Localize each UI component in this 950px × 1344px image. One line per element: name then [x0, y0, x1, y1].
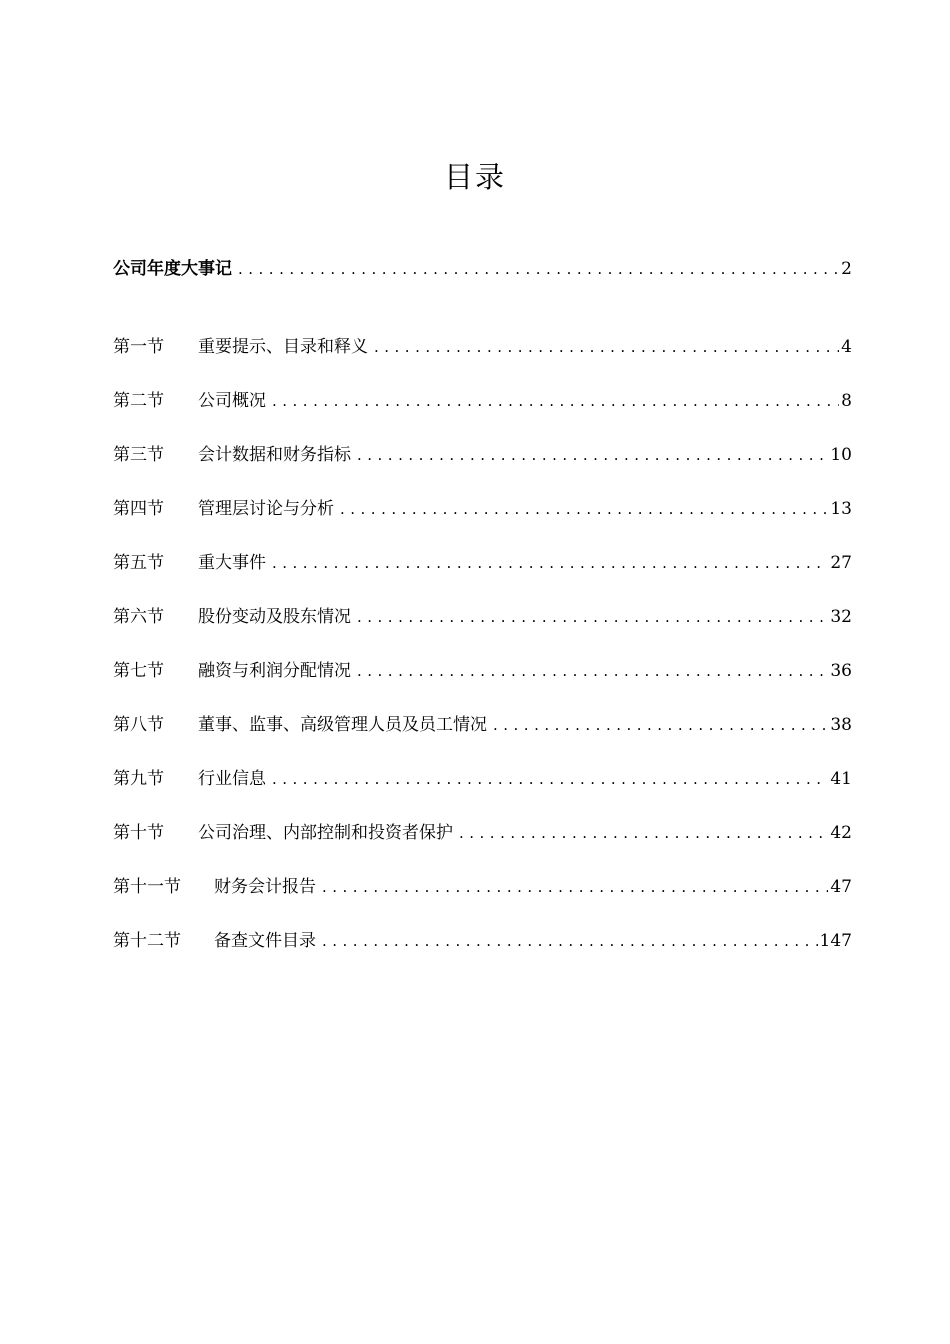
toc-dot-leader — [374, 332, 839, 362]
toc-entry-annual-events[interactable] — [113, 254, 852, 284]
toc-section-number: 第五节 — [113, 553, 164, 573]
toc-entry-title: 股份变动及股东情况 — [198, 607, 351, 627]
toc-entry-title: 公司治理、内部控制和投资者保护 — [198, 823, 453, 843]
toc-dot-leader — [272, 548, 828, 578]
toc-dot-leader — [272, 764, 828, 794]
toc-entry-title: 管理层讨论与分析 — [198, 499, 334, 519]
toc-entry-section-3[interactable] — [113, 416, 852, 470]
page-title: 目录 — [443, 160, 506, 194]
toc-entry-title: 公司年度大事记 — [113, 259, 232, 279]
toc-section-number: 第八节 — [113, 715, 164, 735]
toc-entry-section-11[interactable] — [113, 848, 852, 902]
toc-entry-title: 重要提示、目录和释义 — [198, 337, 368, 357]
table-of-contents — [113, 254, 852, 956]
toc-dot-leader — [493, 710, 828, 740]
toc-dot-leader — [459, 818, 828, 848]
toc-entry-section-4[interactable] — [113, 470, 852, 524]
toc-page-number: 10 — [830, 445, 852, 465]
toc-dot-leader — [322, 926, 818, 956]
toc-section-number: 第三节 — [113, 445, 164, 465]
toc-entry-title: 会计数据和财务指标 — [198, 445, 351, 465]
toc-page-number: 32 — [830, 607, 852, 627]
toc-section-number: 第十节 — [113, 823, 164, 843]
toc-section-number: 第二节 — [113, 391, 164, 411]
toc-entry-title: 融资与利润分配情况 — [198, 661, 351, 681]
toc-page-number: 147 — [819, 931, 852, 951]
toc-dot-leader — [357, 656, 828, 686]
toc-dot-leader — [357, 440, 828, 470]
toc-entry-title: 公司概况 — [198, 391, 266, 411]
toc-entry-section-9[interactable] — [113, 740, 852, 794]
toc-entry-section-6[interactable] — [113, 578, 852, 632]
toc-dot-leader — [238, 254, 839, 284]
toc-page-number: 42 — [830, 823, 852, 843]
toc-entry-title: 备查文件目录 — [214, 931, 316, 951]
toc-section-number: 第一节 — [113, 337, 164, 357]
toc-section-number: 第九节 — [113, 769, 164, 789]
toc-page-number: 2 — [841, 259, 852, 279]
toc-section-number: 第六节 — [113, 607, 164, 627]
toc-entry-title: 重大事件 — [198, 553, 266, 573]
toc-section-number: 第十一节 — [113, 877, 181, 897]
toc-page-number: 47 — [830, 877, 852, 897]
toc-page-number: 41 — [830, 769, 852, 789]
toc-page-number: 13 — [830, 499, 852, 519]
toc-entry-section-7[interactable] — [113, 632, 852, 686]
toc-page-number: 38 — [830, 715, 852, 735]
toc-entry-title: 行业信息 — [198, 769, 266, 789]
toc-entry-section-1[interactable] — [113, 308, 852, 362]
toc-entry-section-8[interactable] — [113, 686, 852, 740]
toc-dot-leader — [357, 602, 828, 632]
toc-dot-leader — [340, 494, 828, 524]
toc-page-number: 27 — [830, 553, 852, 573]
toc-entry-title: 财务会计报告 — [214, 877, 316, 897]
toc-entry-section-5[interactable] — [113, 524, 852, 578]
toc-page-number: 8 — [841, 391, 852, 411]
toc-dot-leader — [272, 386, 839, 416]
toc-dot-leader — [322, 872, 828, 902]
toc-section-number: 第十二节 — [113, 931, 181, 951]
toc-entry-section-2[interactable] — [113, 362, 852, 416]
toc-section-number: 第七节 — [113, 661, 164, 681]
toc-entry-title: 董事、监事、高级管理人员及员工情况 — [198, 715, 487, 735]
toc-section-number: 第四节 — [113, 499, 164, 519]
toc-page-number: 36 — [830, 661, 852, 681]
toc-entry-section-10[interactable] — [113, 794, 852, 848]
toc-page-number: 4 — [841, 337, 852, 357]
toc-entry-section-12[interactable] — [113, 902, 852, 956]
